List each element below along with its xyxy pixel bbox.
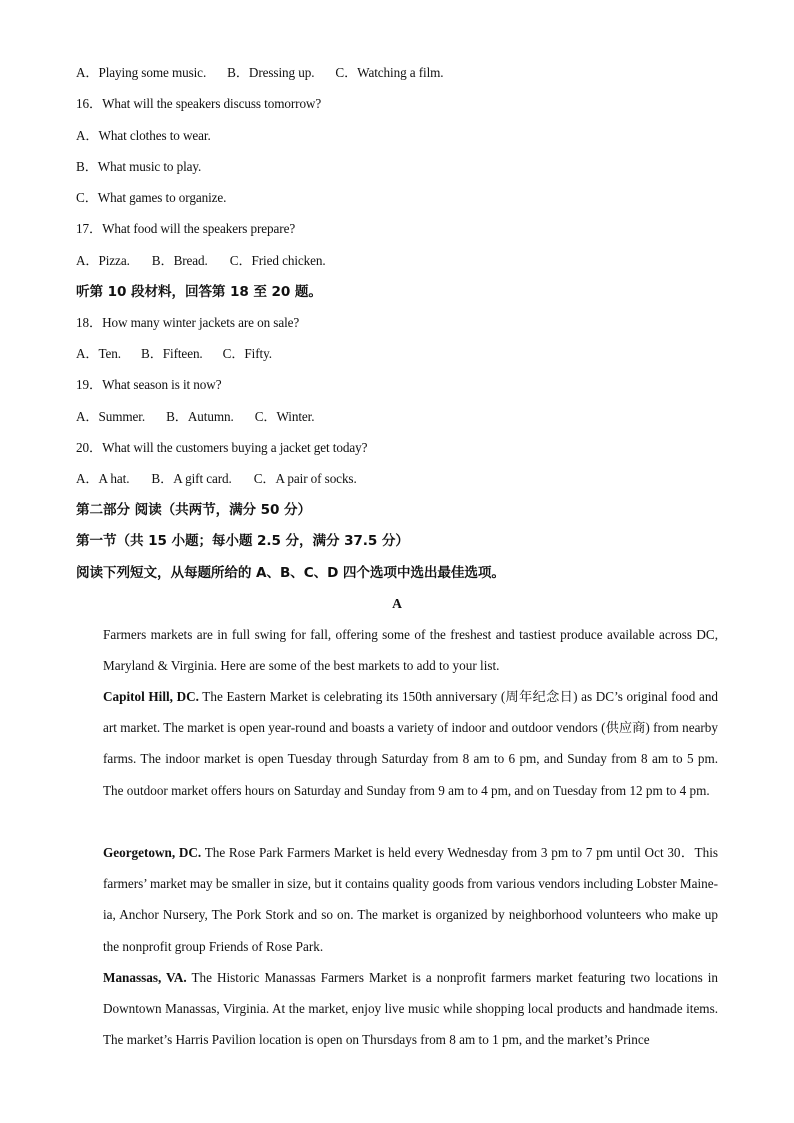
question-20: 20．What will the customers buying a jacket get today?: [76, 440, 368, 455]
option-a: A．Summer.: [76, 409, 146, 424]
section-10-heading: 听第 10 段材料，回答第 18 至 20 题。: [76, 284, 322, 300]
manassas-paragraph: [76, 962, 718, 1056]
manassas-text: The Historic Manassas Farmers Market is a nonprofit farmers market featuring two locations in Downtown Manassas, Virginia. At the market, enjoy live music while shopping local products and handmade items. The market’s Harris Pavilion location is open on Thursdays from 8 am to 1 pm, and the market’s Prince: [103, 970, 718, 1048]
option-b: B．Bread.: [151, 253, 208, 268]
option-a: A．A hat.: [76, 471, 130, 486]
question-16-option-b: B．What music to play.: [76, 159, 202, 174]
question-17-options: [76, 253, 326, 269]
option-a: A．Pizza.: [76, 253, 130, 268]
option-b: B．A gift card.: [151, 471, 232, 486]
option-c: C．Fifty.: [222, 346, 272, 361]
option-b: B．Autumn.: [166, 409, 234, 424]
question-17: 17．What food will the speakers prepare?: [76, 221, 296, 236]
georgetown-paragraph: [76, 837, 718, 962]
option-b: B．Dressing up.: [227, 65, 315, 80]
question-16-option-a: A．What clothes to wear.: [76, 128, 211, 143]
option-c: C．Fried chicken.: [229, 253, 326, 268]
reading-instruction: 阅读下列短文，从每题所给的 A、B、C、D 四个选项中选出最佳选项。: [76, 565, 505, 581]
option-a: A．Ten.: [76, 346, 121, 361]
question-18-options: [76, 346, 272, 362]
option-c: C．Watching a film.: [335, 65, 444, 80]
section-one-title: 第一节（共 15 小题；每小题 2.5 分，满分 37.5 分）: [76, 533, 409, 549]
option-b: B．Fifteen.: [141, 346, 203, 361]
passage-letter: A: [392, 596, 402, 611]
question-16-option-c: C．What games to organize.: [76, 190, 227, 205]
capitol-hill-text: The Eastern Market is celebrating its 150th anniversary (周年纪念日) as DC’s original food and art market. The market is open year-round and boasts a variety of indoor and outdoor vendors (供应商) from nearby farms. The indoor market is open Tuesday through Saturday from 8 am to 6 pm, and Sunday from 8 am to 5 pm. The outdoor market offers hours on Saturday and Sunday from 9 am to 4 pm, and on Tuesday from 12 pm to 4 pm.: [103, 689, 719, 798]
intro-text: Farmers markets are in full swing for fall, offering some of the freshest and tastiest produce available across DC, Maryland & Virginia. Here are some of the best markets to add to your list.: [103, 627, 718, 674]
georgetown-heading: Georgetown, DC.: [103, 845, 202, 860]
question-18: 18．How many winter jackets are on sale?: [76, 315, 300, 330]
capitol-hill-paragraph: [76, 681, 718, 806]
passage-intro: [76, 619, 718, 681]
question-15-options: [76, 65, 444, 81]
manassas-heading: Manassas, VA.: [103, 970, 187, 985]
question-20-options: [76, 471, 357, 487]
part-two-title: 第二部分 阅读（共两节，满分 50 分）: [76, 502, 312, 518]
option-c: C．Winter.: [254, 409, 315, 424]
option-a: A．Playing some music.: [76, 65, 207, 80]
question-19: 19．What season is it now?: [76, 377, 222, 392]
georgetown-text: The Rose Park Farmers Market is held every Wednesday from 3 pm to 7 pm until Oct 30．This farmers’ market may be smaller in size, but it contains quality goods from various vendors including Lobster Maine-ia, Anchor Nursery, The Pork Stork and so on. The market is organized by neighborhood volunteers who make up the nonprofit group Friends of Rose Park.: [103, 845, 719, 954]
question-19-options: [76, 409, 314, 425]
question-16: 16．What will the speakers discuss tomorrow?: [76, 96, 322, 111]
option-c: C．A pair of socks.: [253, 471, 357, 486]
capitol-hill-heading: Capitol Hill, DC.: [103, 689, 199, 704]
